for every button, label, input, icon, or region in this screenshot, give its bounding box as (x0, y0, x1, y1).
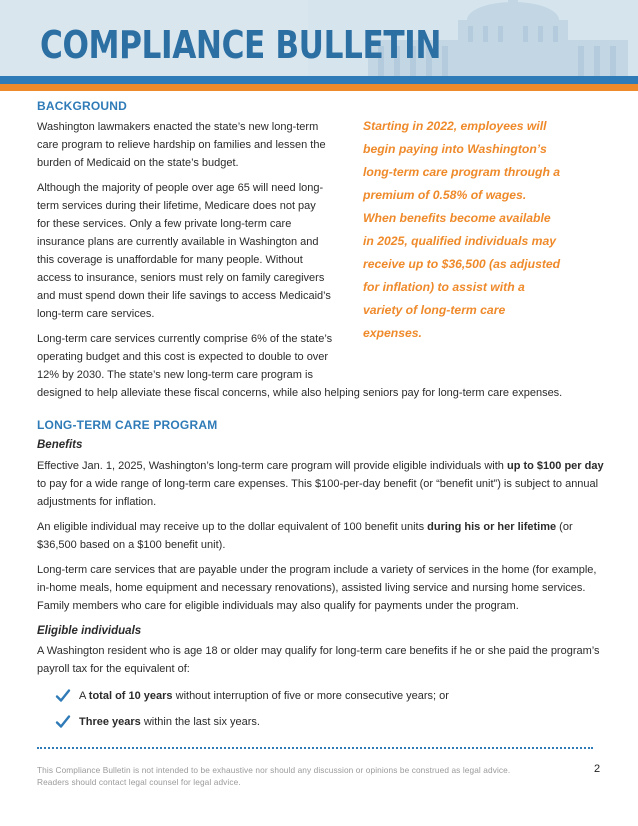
text-line: operating budget and this cost is expected to double to over (37, 351, 329, 363)
check-item (37, 713, 605, 731)
page-number: 2 (594, 763, 601, 775)
check-item-text (79, 687, 449, 705)
pull-quote (363, 115, 583, 345)
program-heading: LONG-TERM CARE PROGRAM (37, 418, 218, 432)
text-line: this coverage is unaffordable for many people. Without (37, 254, 303, 266)
text-line: long-term care services. (37, 308, 155, 320)
disclaimer-line: This Compliance Bulletin is not intended to be exhaustive nor should any discussion or opinions be construed as legal advice. (37, 765, 511, 775)
quote-line: begin paying into Washington’s (363, 142, 547, 156)
header-stripe-blue (0, 76, 638, 84)
text-run: An eligible individual may receive up to the dollar equivalent of 100 benefit units (37, 521, 428, 533)
disclaimer-line: Readers should contact legal counsel for legal advice. (37, 776, 241, 787)
header-banner (0, 0, 638, 91)
check-item-text (79, 713, 260, 731)
quote-line: receive up to $36,500 (as adjusted (363, 257, 561, 271)
bulletin-content (37, 97, 605, 731)
benefits-paragraph-3: Long-term care services that are payable under the program include a variety of services in the home (for example, in-home meals, home equipment and necessary renovations), assisted living service and nursing home services. Family members who care for eligible individuals may also qualify for payments under the program. (37, 564, 597, 612)
emphasis-text: Three years (79, 716, 141, 728)
text-line: and must spend down their life savings to access Medicaid’s (37, 290, 331, 302)
text-line: for these services. Only a few private long-term care (37, 218, 292, 230)
checkmark-icon (55, 714, 71, 730)
text-line: burden of Medicaid on the state’s budget. (37, 157, 239, 169)
check-item (37, 687, 605, 705)
text-line: access to insurance, seniors must rely on family caregivers (37, 272, 325, 284)
eligible-paragraph: A Washington resident who is age 18 or older may qualify for long-term care benefits if he or she paid the program’s payroll tax for the equivalent of: (37, 645, 600, 675)
background-heading: BACKGROUND (37, 99, 127, 113)
quote-line: in 2025, qualified individuals may (363, 234, 557, 248)
benefits-paragraph-1 (37, 457, 605, 511)
footer-divider (37, 747, 593, 749)
text-line: Although the majority of people over age 65 will need long- (37, 182, 324, 194)
text-line: care program to relieve hardship on families and lessen the (37, 139, 326, 151)
text-run: Effective Jan. 1, 2025, Washington’s long-term care program will provide eligible individuals with (37, 460, 507, 472)
checkmark-icon (55, 688, 71, 704)
benefits-heading: Benefits (37, 439, 83, 451)
quote-line: Starting in 2022, employees will (363, 119, 547, 133)
quote-line: variety of long-term care (363, 303, 506, 317)
emphasis-text: during his or her lifetime (427, 521, 557, 533)
text-line: term services during their lifetime, Medicare does not pay (37, 200, 316, 212)
disclaimer (37, 765, 577, 788)
background-paragraph-2 (37, 179, 355, 323)
eligible-heading: Eligible individuals (37, 625, 142, 637)
text-run: to pay for a wide range of long-term care expenses. This $100-per-day benefit (or “benefit unit”) is subject to annual adjustments for inflation. (37, 478, 599, 508)
text-line: Washington lawmakers enacted the state’s new long-term (37, 121, 319, 133)
quote-line: expenses. (363, 326, 422, 340)
bulletin-title: COMPLIANCE BULLETIN (40, 23, 442, 67)
text-line: 12% by 2030. The state’s new long-term care program is (37, 369, 313, 381)
text-line: insurance plans are currently available in Washington and (37, 236, 319, 248)
text-line: designed to help alleviate these fiscal concerns, while also helping seniors pay for long-term care expenses. (37, 387, 563, 399)
quote-line: premium of 0.58% of wages. (363, 188, 527, 202)
header-stripe-orange (0, 84, 638, 91)
quote-line: long-term care program through a (363, 165, 561, 179)
background-paragraph-1 (37, 118, 355, 172)
text-run: within the last six years. (140, 716, 260, 728)
text-run: without interruption of five or more consecutive years; or (172, 690, 449, 702)
quote-line: When benefits become available (363, 211, 551, 225)
text-run: A (79, 690, 89, 702)
quote-line: for inflation) to assist with a (363, 280, 525, 294)
benefits-paragraph-2 (37, 518, 605, 554)
emphasis-text: up to $100 per day (506, 460, 604, 472)
text-line: Long-term care services currently comprise 6% of the state’s (37, 333, 333, 345)
text-run: (or $36,500 based on a $100 benefit unit). (37, 521, 573, 551)
emphasis-text: total of 10 years (88, 690, 173, 702)
